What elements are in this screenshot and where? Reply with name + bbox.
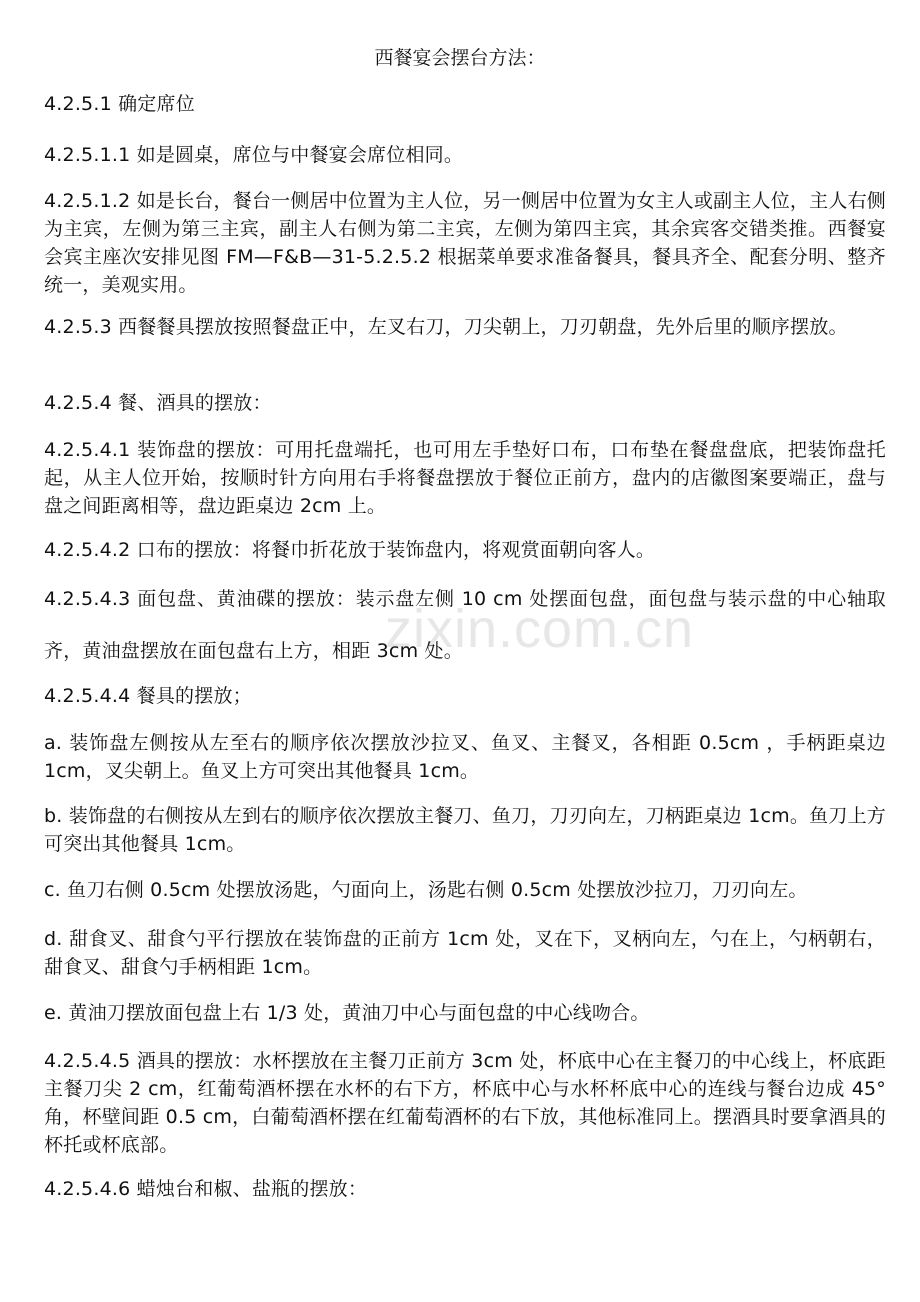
watermark: zixin.com.cn <box>385 599 695 659</box>
paragraph-4-2-5-1-1: 4.2.5.1.1 如是圆桌，席位与中餐宴会席位相同。 <box>44 144 464 166</box>
list-item-c: c. 鱼刀右侧 0.5cm 处摆放汤匙，勺面向上，汤匙右侧 0.5cm 处摆放沙拉刀，刀刃向左。 <box>44 879 808 901</box>
paragraph-4-2-5-4-1: 4.2.5.4.1 装饰盘的摆放：可用托盘端托，也可用左手垫好口布，口布垫在餐盘盘底，把装饰盘托起，从主人位开始，按顺时针方向用右手将餐盘摆放于餐位正前方，盘内的店徽图案要端正，盘与盘之间距离相等，盘边距桌边 2cm 上。 <box>44 439 886 517</box>
paragraph-4-2-5-3: 4.2.5.3 西餐餐具摆放按照餐盘正中，左叉右刀，刀尖朝上，刀刃朝盘，先外后里的顺序摆放。 <box>44 316 848 338</box>
list-item-b: b. 装饰盘的右侧按从左到右的顺序依次摆放主餐刀、鱼刀，刀刃向左，刀柄距桌边 1cm。鱼刀上方可突出其他餐具 1cm。 <box>44 805 886 855</box>
paragraph-4-2-5-4-3: 4.2.5.4.3 面包盘、黄油碟的摆放：装示盘左侧 10 cm 处摆面包盘，面包盘与装示盘的中心轴取齐，黄油盘摆放在面包盘右上方，相距 3cm 处。 <box>44 588 886 662</box>
paragraph-4-2-5-4-6: 4.2.5.4.6 蜡烛台和椒、盐瓶的摆放： <box>44 1178 368 1200</box>
paragraph-4-2-5-4-4: 4.2.5.4.4 餐具的摆放； <box>44 685 252 707</box>
list-item-e: e. 黄油刀摆放面包盘上右 1/3 处，黄油刀中心与面包盘的中心线吻合。 <box>44 1002 650 1024</box>
list-item-d: d. 甜食叉、甜食勺平行摆放在装饰盘的正前方 1cm 处，叉在下，叉柄向左，勺在上，勺柄朝右，甜食叉、甜食勺手柄相距 1cm。 <box>44 928 886 978</box>
list-item-a: a. 装饰盘左侧按从左至右的顺序依次摆放沙拉叉、鱼叉、主餐叉，各相距 0.5cm ，手柄距桌边 1cm，叉尖朝上。鱼叉上方可突出其他餐具 1cm。 <box>44 732 886 782</box>
document-title: 西餐宴会摆台方法： <box>374 47 546 69</box>
paragraph-4-2-5-4-2: 4.2.5.4.2 口布的摆放：将餐巾折花放于装饰盘内，将观赏面朝向客人。 <box>44 539 656 561</box>
paragraph-4-2-5-1: 4.2.5.1 确定席位 <box>44 93 195 115</box>
paragraph-4-2-5-4-5: 4.2.5.4.5 酒具的摆放：水杯摆放在主餐刀正前方 3cm 处，杯底中心在主餐刀的中心线上，杯底距主餐刀尖 2 cm，红葡萄酒杯摆在水杯的右下方，杯底中心与水杯杯底中心的连线与餐台边成 45°角，杯壁间距 0.5 cm，白葡萄酒杯摆在红葡萄酒杯的右下放，其他标准同上。摆酒具时要拿酒具的杯托或杯底部。 <box>44 1050 886 1156</box>
paragraph-4-2-5-4: 4.2.5.4 餐、酒具的摆放： <box>44 392 272 414</box>
paragraph-4-2-5-1-2: 4.2.5.1.2 如是长台，餐台一侧居中位置为主人位，另一侧居中位置为女主人或副主人位，主人右侧为主宾，左侧为第三主宾，副主人右侧为第二主宾，左侧为第四主宾，其余宾客交错类推。西餐宴会宾主座次安排见图 FM—F&B—31-5.2.5.2 根据菜单要求准备餐具，餐具齐全、配套分明、整齐统一，美观实用。 <box>44 190 886 296</box>
